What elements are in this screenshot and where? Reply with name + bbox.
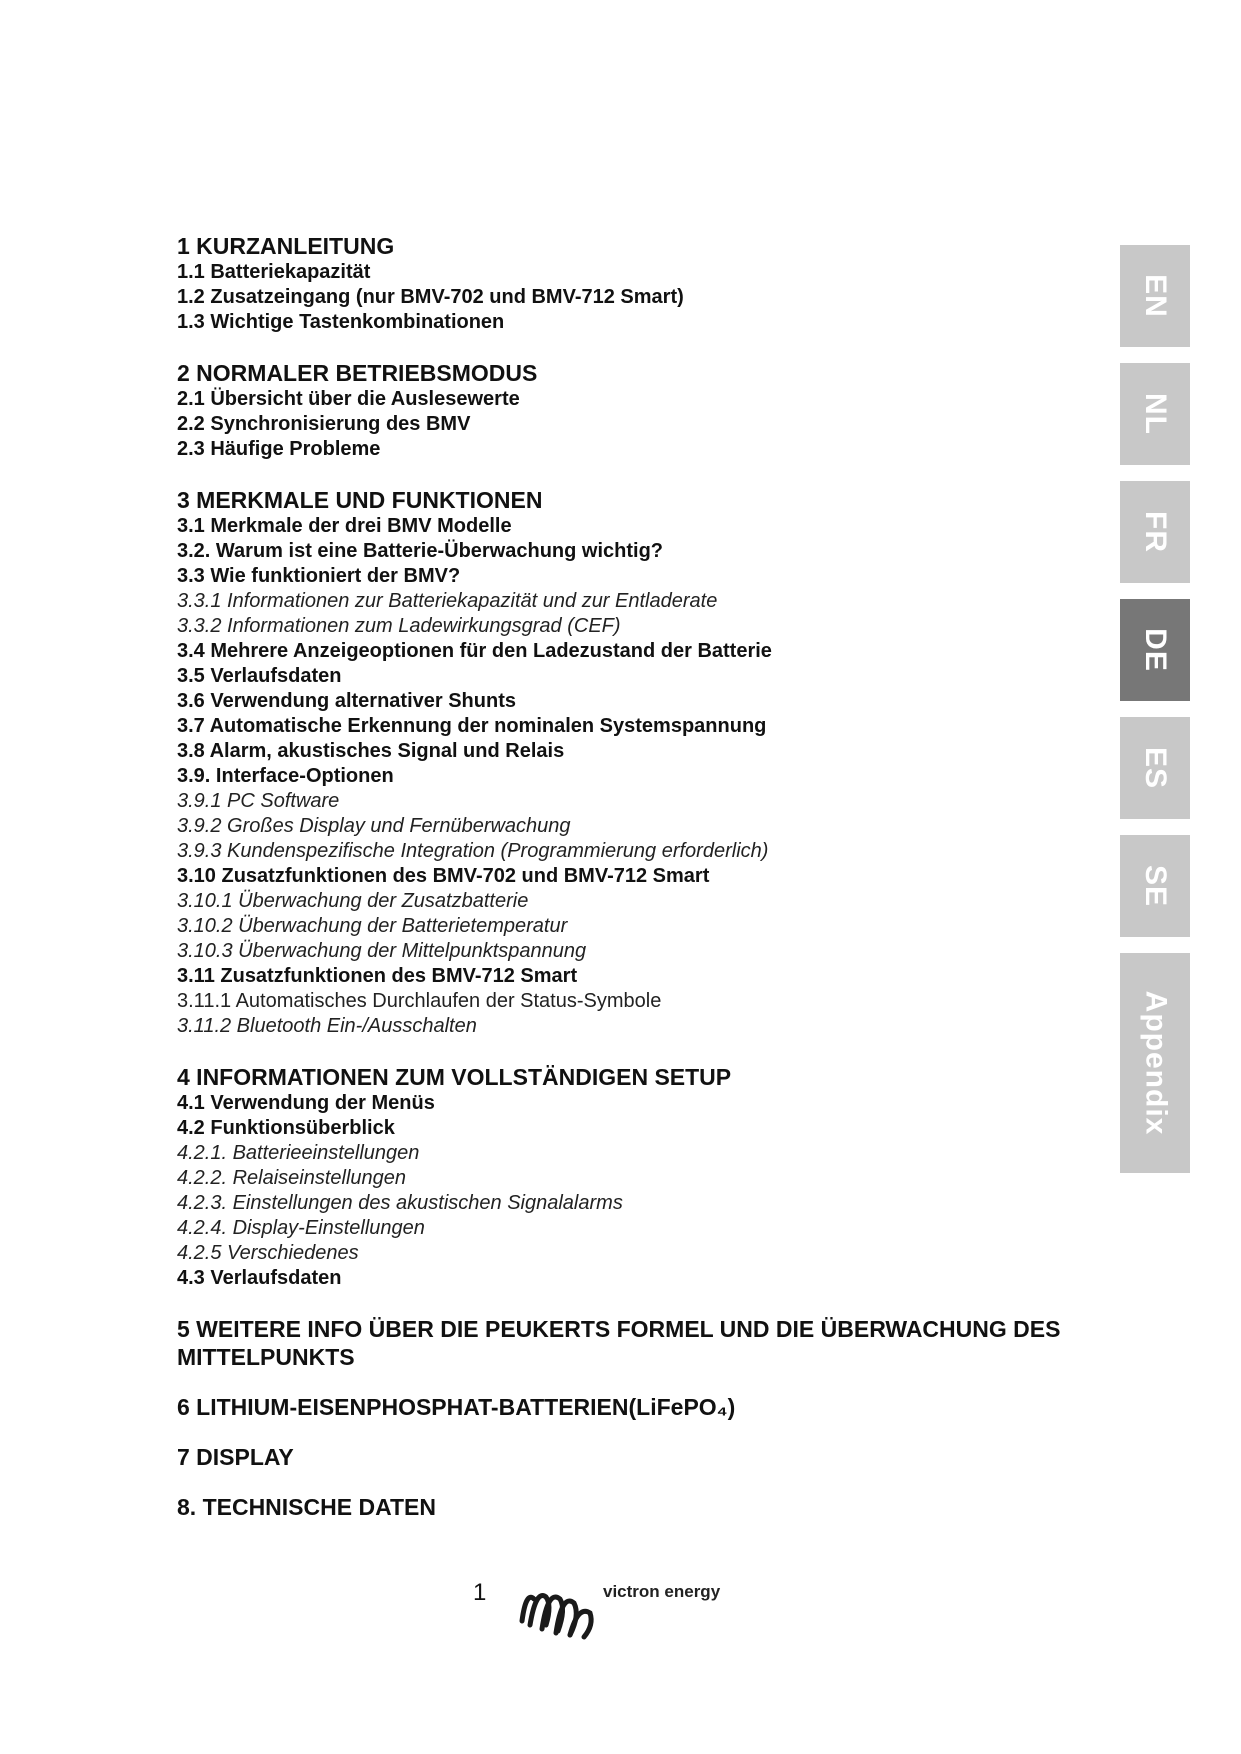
toc-entry-4-2-4: 4.2.4. Display-Einstellungen [177,1217,425,1239]
toc-entry-3-11-2: 3.11.2 Bluetooth Ein-/Ausschalten [177,1015,477,1037]
toc-entry-3-10-3: 3.10.3 Überwachung der Mittelpunktspannung [177,940,587,962]
toc-entry-3-9-1: 3.9.1 PC Software [177,790,340,812]
toc-entry-1-2: 1.2 Zusatzeingang (nur BMV-702 und BMV-712 Smart) [177,286,684,308]
toc-entry-3-3-2: 3.3.2 Informationen zum Ladewirkungsgrad (CEF) [177,615,621,637]
toc-entry-3-3-1: 3.3.1 Informationen zur Batteriekapazität und zur Entladerate [177,590,718,612]
tab-de[interactable]: DE [1120,599,1190,701]
toc-section-3: 3 MERKMALE UND FUNKTIONEN [177,487,543,513]
toc-entry-3-1: 3.1 Merkmale der drei BMV Modelle [177,515,512,537]
toc-section-4: 4 INFORMATIONEN ZUM VOLLSTÄNDIGEN SETUP [177,1064,732,1090]
tab-nl[interactable]: NL [1120,363,1190,465]
brand-name: victron energy [603,1582,721,1601]
tab-fr[interactable]: FR [1120,481,1190,583]
toc-entry-3-10: 3.10 Zusatzfunktionen des BMV-702 und BMV-712 Smart [177,865,710,887]
table-of-contents [177,232,1107,1521]
tab-es[interactable]: ES [1120,717,1190,819]
tab-appendix[interactable]: Appendix [1120,953,1190,1173]
toc-entry-3-11-1: 3.11.1 Automatisches Durchlaufen der Status-Symbole [177,990,662,1012]
toc-entry-4-2: 4.2 Funktionsüberblick [177,1117,395,1139]
toc-entry-4-3: 4.3 Verlaufsdaten [177,1267,342,1289]
toc-entry-3-10-2: 3.10.2 Überwachung der Batterietemperatur [177,915,568,937]
toc-entry-4-2-2: 4.2.2. Relaiseinstellungen [177,1167,407,1189]
page-footer [470,1575,770,1645]
toc-entry-3-7: 3.7 Automatische Erkennung der nominalen Systemspannung [177,715,767,737]
toc-entry-4-1: 4.1 Verwendung der Menüs [177,1092,435,1114]
toc-section-2: 2 NORMALER BETRIEBSMODUS [177,360,538,386]
tab-se[interactable]: SE [1120,835,1190,937]
toc-section-7: 7 DISPLAY [177,1444,294,1470]
toc-entry-3-4: 3.4 Mehrere Anzeigeoptionen für den Ladezustand der Batterie [177,640,772,662]
toc-entry-4-2-5: 4.2.5 Verschiedenes [177,1242,359,1264]
page-number: 1 [473,1579,487,1606]
toc-entry-1-1: 1.1 Batteriekapazität [177,261,371,283]
toc-entry-4-2-3: 4.2.3. Einstellungen des akustischen Signalalarms [177,1192,623,1214]
toc-entry-3-9-2: 3.9.2 Großes Display und Fernüberwachung [177,815,571,837]
toc-entry-1-3: 1.3 Wichtige Tastenkombinationen [177,311,505,333]
toc-entry-2-1: 2.1 Übersicht über die Auslesewerte [177,388,520,410]
toc-entry-3-9: 3.9. Interface-Optionen [177,765,394,787]
toc-entry-4-2-1: 4.2.1. Batterieeinstellungen [177,1142,420,1164]
toc-entry-3-6: 3.6 Verwendung alternativer Shunts [177,690,516,712]
toc-entry-3-8: 3.8 Alarm, akustisches Signal und Relais [177,740,565,762]
toc-section-6: 6 LITHIUM-EISENPHOSPHAT-BATTERIEN(LiFePO₄) [177,1394,736,1420]
toc-entry-2-3: 2.3 Häufige Probleme [177,438,381,460]
toc-section-8: 8. TECHNISCHE DATEN [177,1494,436,1520]
toc-entry-3-2: 3.2. Warum ist eine Batterie-Überwachung wichtig? [177,540,664,562]
toc-section-5: 5 WEITERE INFO ÜBER DIE PEUKERTS FORMEL UND DIE ÜBERWACHUNG DES MITTELPUNKTS [177,1316,1061,1370]
toc-entry-3-11: 3.11 Zusatzfunktionen des BMV-712 Smart [177,965,578,987]
tab-en[interactable]: EN [1120,245,1190,347]
toc-section-1: 1 KURZANLEITUNG [177,233,395,259]
toc-entry-3-3: 3.3 Wie funktioniert der BMV? [177,565,461,587]
toc-entry-3-9-3: 3.9.3 Kundenspezifische Integration (Programmierung erforderlich) [177,840,769,862]
toc-entry-3-10-1: 3.10.1 Überwachung der Zusatzbatterie [177,890,529,912]
victron-coil-logo-icon [516,1585,601,1641]
toc-entry-3-5: 3.5 Verlaufsdaten [177,665,342,687]
toc-entry-2-2: 2.2 Synchronisierung des BMV [177,413,471,435]
